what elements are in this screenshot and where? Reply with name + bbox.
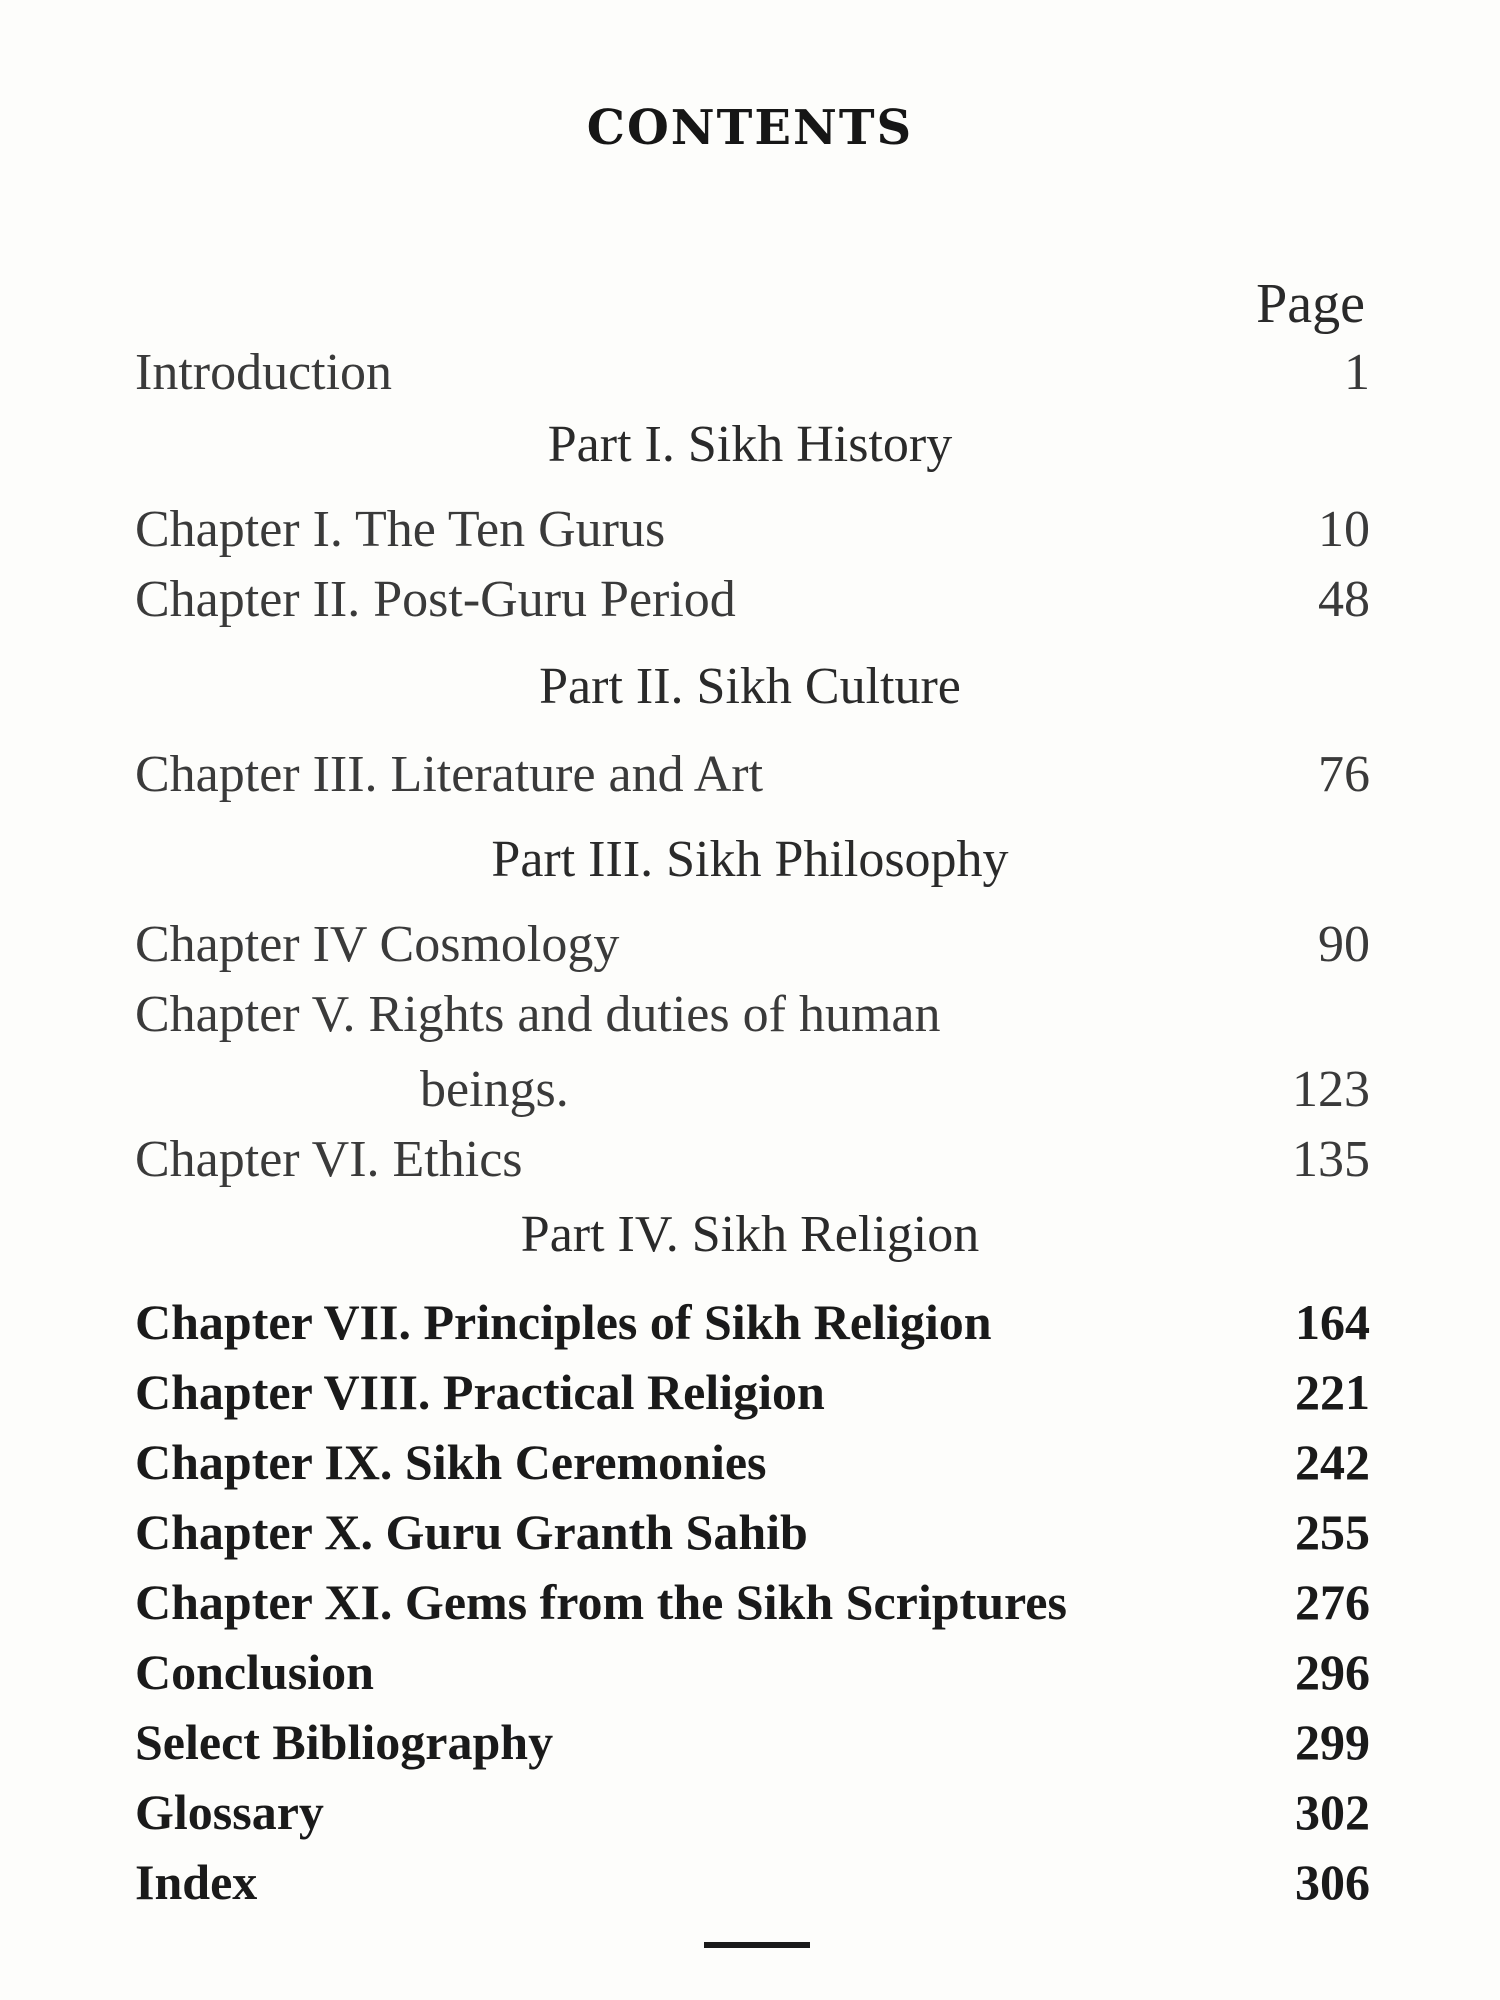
toc-entry-chapter-6 [135, 1125, 1370, 1195]
toc-entry-index [135, 1847, 1370, 1917]
toc-entry-label: Conclusion [135, 1644, 374, 1700]
toc-entry-page: 296 [1295, 1644, 1370, 1700]
toc-entry-page: 221 [1295, 1364, 1370, 1420]
toc-entry-label: Chapter XI. Gems from the Sikh Scriptures [135, 1574, 1067, 1630]
toc-entry-page: 123 [1292, 1061, 1370, 1118]
toc-entry-label: Chapter VI. Ethics [135, 1131, 523, 1188]
toc-entry-label: Chapter IV Cosmology [135, 916, 620, 973]
toc-entry-label: Introduction [135, 344, 393, 401]
part-heading-2: Part II. Sikh Culture [539, 658, 961, 715]
part-heading-1: Part I. Sikh History [547, 416, 953, 473]
toc-entry-label: Chapter VIII. Practical Religion [135, 1364, 825, 1420]
toc-entry-page: 276 [1295, 1574, 1370, 1630]
toc-entry-page: 76 [1318, 746, 1370, 803]
toc-entry-page: 135 [1292, 1131, 1370, 1188]
toc-entry-chapter-3 [135, 740, 1370, 810]
toc-entry-label: Select Bibliography [135, 1714, 554, 1770]
toc-entry-chapter-8 [135, 1357, 1370, 1427]
toc-entry-chapter-1 [135, 495, 1370, 565]
toc-entry-chapter-11 [135, 1567, 1370, 1637]
closing-rule-divider [704, 1942, 810, 1948]
toc-entry-label: Index [135, 1854, 258, 1910]
toc-entry-label: Chapter V. Rights and duties of human [135, 986, 941, 1043]
toc-entry-label: Chapter IX. Sikh Ceremonies [135, 1434, 767, 1490]
toc-entry-chapter-4 [135, 910, 1370, 980]
part-heading-4: Part IV. Sikh Religion [520, 1206, 980, 1263]
toc-entry-page: 48 [1318, 571, 1370, 628]
toc-entry-page: 1 [1344, 344, 1370, 401]
toc-entry-label: Glossary [135, 1784, 324, 1840]
toc-entry-chapter-5 [135, 980, 1370, 1050]
toc-entry-chapter-10 [135, 1497, 1370, 1567]
toc-entry-glossary [135, 1777, 1370, 1847]
toc-entry-label: Chapter VII. Principles of Sikh Religion [135, 1294, 992, 1350]
toc-entry-page: 302 [1295, 1784, 1370, 1840]
toc-entry-page: 306 [1295, 1854, 1370, 1910]
toc-entry-page: 242 [1295, 1434, 1370, 1490]
toc-entry-chapter-9 [135, 1427, 1370, 1497]
toc-entry-page: 90 [1318, 916, 1370, 973]
toc-entry-label: Chapter X. Guru Granth Sahib [135, 1504, 808, 1560]
toc-entry-label-continuation: beings. [420, 1061, 569, 1118]
toc-entry-page: 255 [1295, 1504, 1370, 1560]
toc-entry-chapter-2 [135, 565, 1370, 635]
toc-entry-label: Chapter III. Literature and Art [135, 746, 764, 803]
toc-entry-page: 164 [1295, 1294, 1370, 1350]
toc-entry-introduction [135, 338, 1370, 408]
toc-entry-conclusion [135, 1637, 1370, 1707]
toc-entry-label: Chapter II. Post-Guru Period [135, 571, 736, 628]
part-heading-3: Part III. Sikh Philosophy [491, 831, 1009, 888]
toc-entry-page: 299 [1295, 1714, 1370, 1770]
toc-entry-label: Chapter I. The Ten Gurus [135, 501, 666, 558]
page-column-header: Page [1256, 273, 1365, 335]
toc-entry-chapter-7 [135, 1287, 1370, 1357]
page-title: CONTENTS [586, 100, 914, 156]
toc-entry-bibliography [135, 1707, 1370, 1777]
toc-entry-chapter-5-continuation [135, 1055, 1370, 1125]
toc-entry-page: 10 [1318, 501, 1370, 558]
